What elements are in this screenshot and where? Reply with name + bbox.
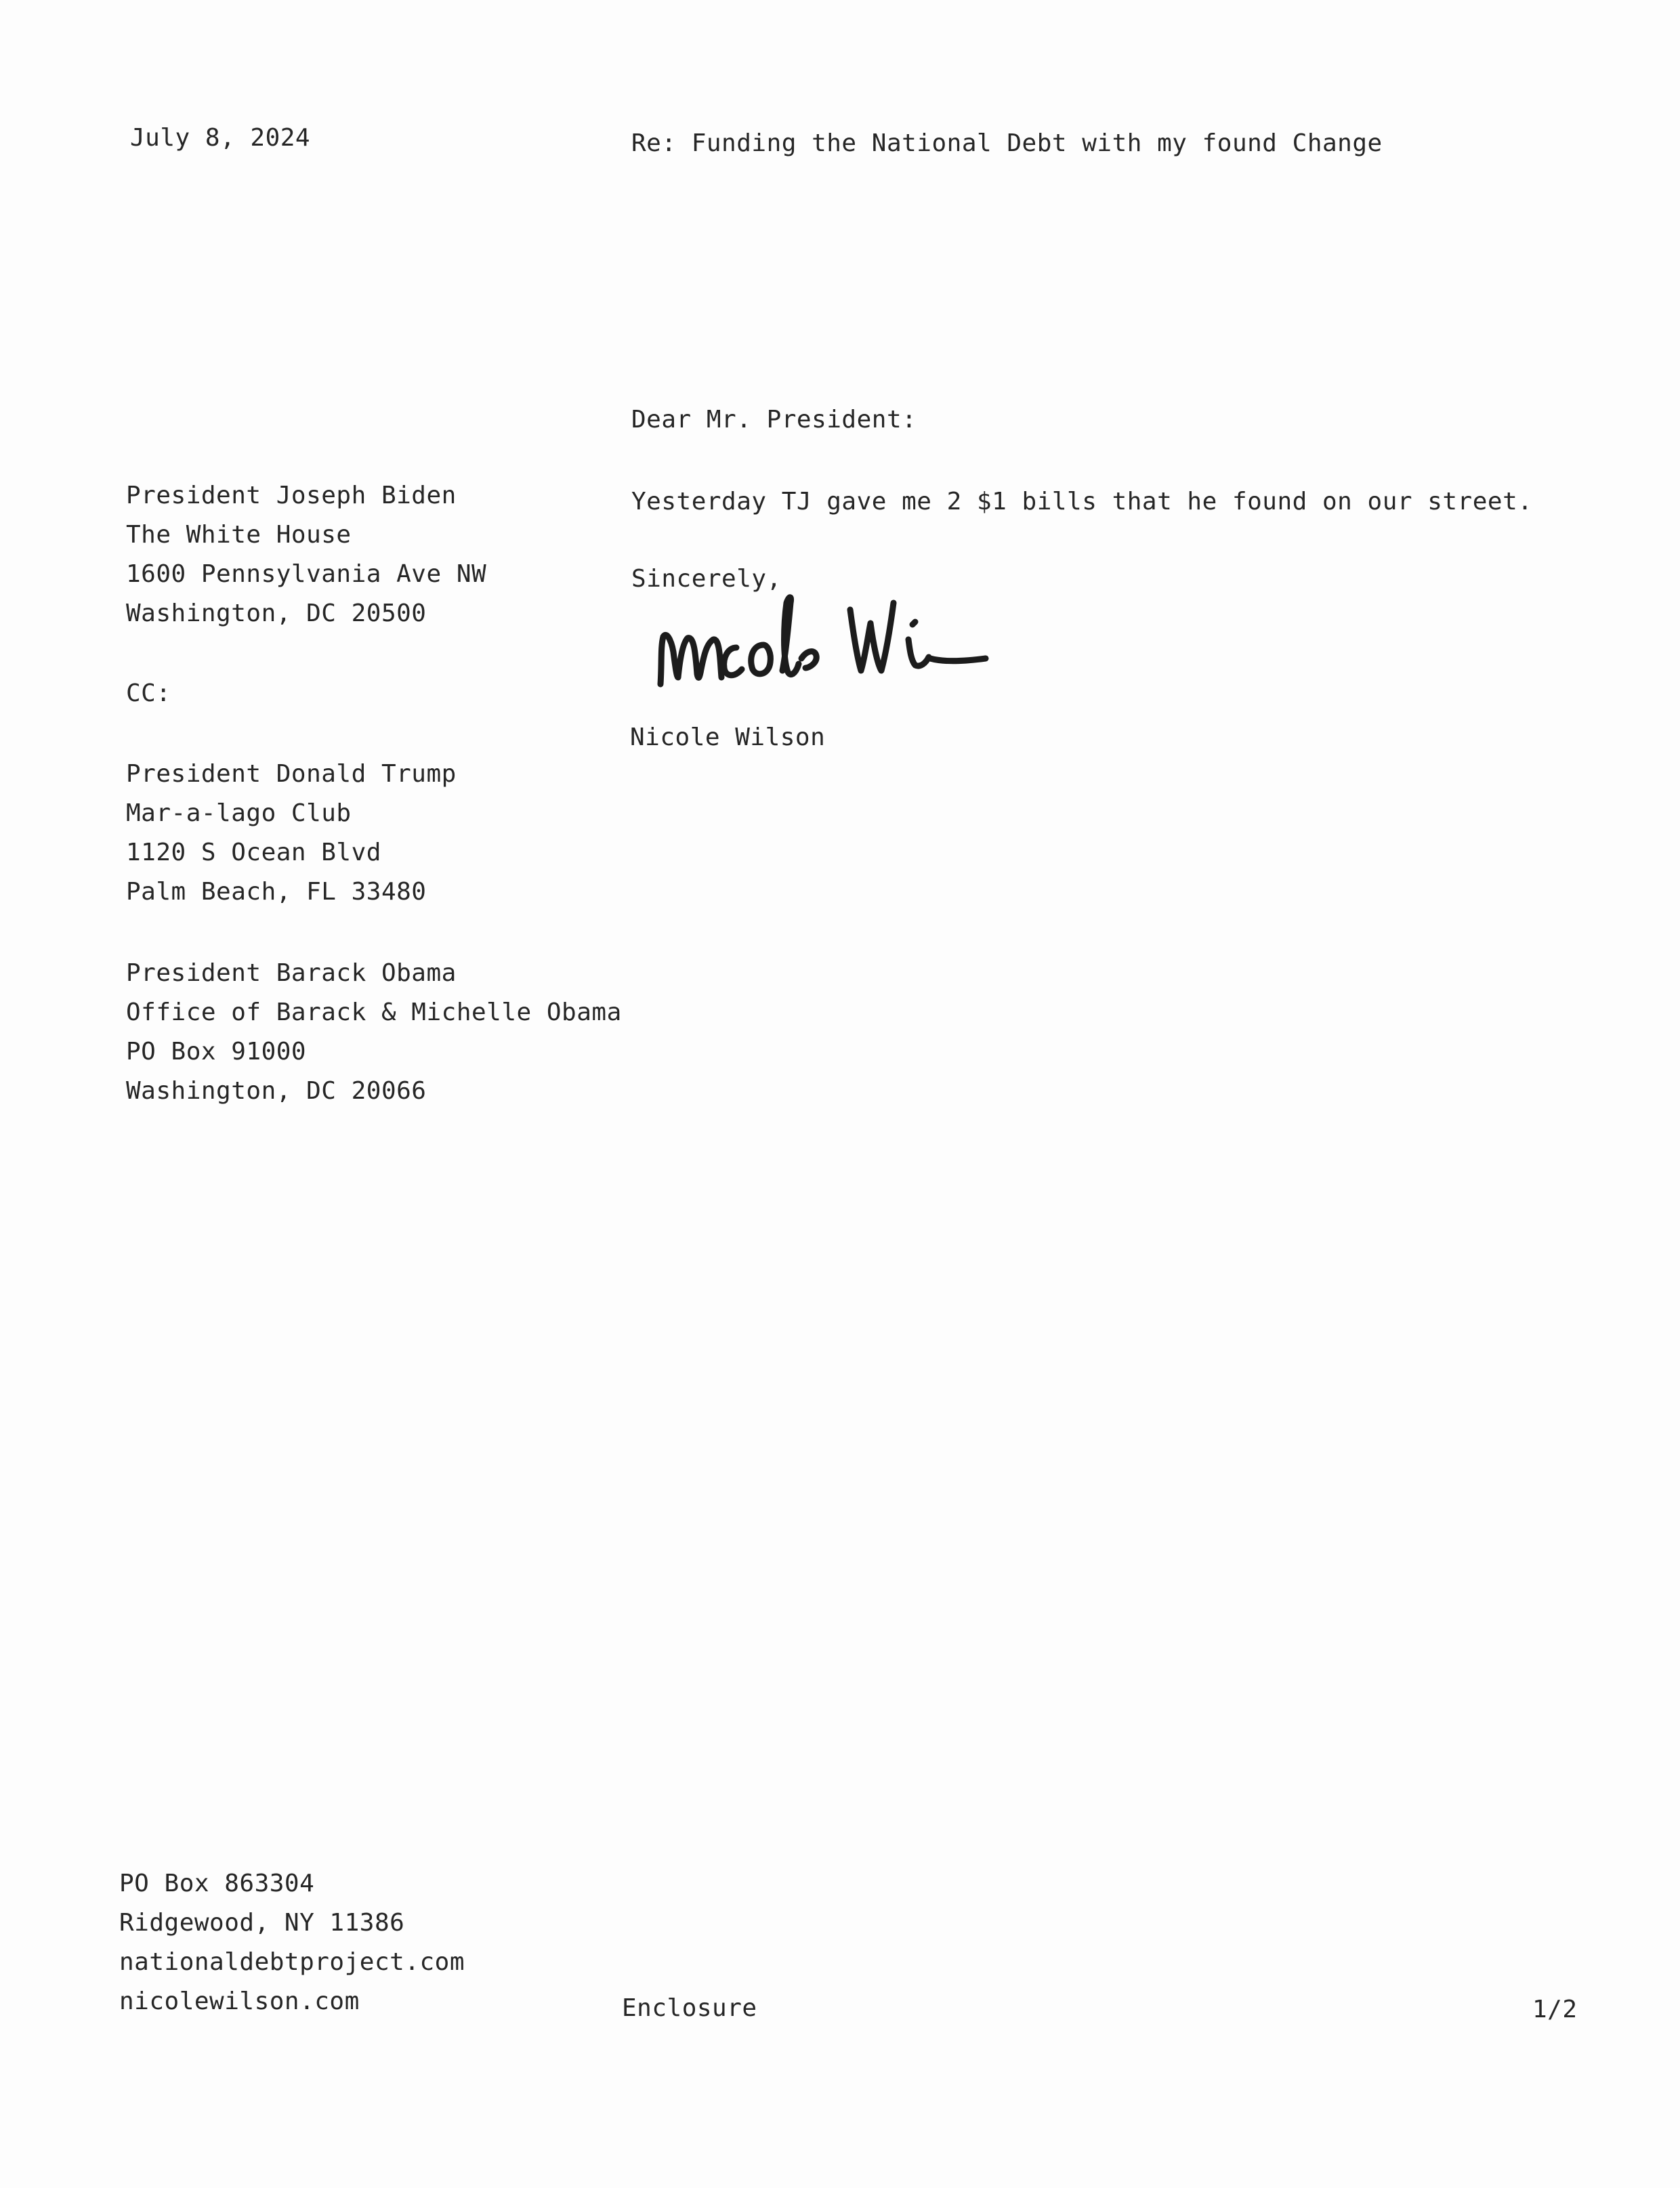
closing: Sincerely,	[631, 565, 782, 593]
cc-name: President Donald Trump	[126, 760, 457, 788]
sender-address	[119, 1864, 465, 2021]
recipient-address-line: The White House	[126, 521, 352, 549]
cc-address-line: Mar-a-lago Club	[126, 799, 352, 827]
cc-address-line: Washington, DC 20066	[126, 1077, 427, 1105]
cc-address-line: Office of Barack & Michelle Obama	[126, 998, 622, 1026]
cc-name: President Barack Obama	[126, 959, 457, 987]
cc-address-trump	[126, 755, 457, 912]
sender-website: nicolewilson.com	[119, 1987, 360, 2015]
cc-address-obama	[126, 954, 622, 1111]
enclosure-note: Enclosure	[622, 1994, 757, 2022]
signer-name: Nicole Wilson	[630, 723, 826, 751]
recipient-name: President Joseph Biden	[126, 482, 457, 509]
sender-website: nationaldebtproject.com	[119, 1948, 465, 1976]
cc-address-line: Palm Beach, FL 33480	[126, 878, 427, 906]
salutation: Dear Mr. President:	[631, 406, 917, 434]
cc-label: CC:	[126, 679, 171, 707]
recipient-address	[126, 476, 486, 633]
handwritten-signature	[647, 583, 1013, 704]
sender-address-line: Ridgewood, NY 11386	[119, 1909, 405, 1937]
cc-address-line: 1120 S Ocean Blvd	[126, 839, 381, 866]
page-number: 1/2	[1532, 1996, 1578, 2023]
letter-body: Yesterday TJ gave me 2 $1 bills that he found on our street.	[631, 488, 1533, 516]
cc-address-line: PO Box 91000	[126, 1038, 307, 1066]
letter-date: July 8, 2024	[130, 124, 311, 152]
recipient-address-line: 1600 Pennsylvania Ave NW	[126, 560, 487, 588]
sender-address-line: PO Box 863304	[119, 1870, 315, 1897]
letter-subject: Re: Funding the National Debt with my found Change	[631, 129, 1383, 157]
recipient-address-line: Washington, DC 20500	[126, 599, 427, 627]
